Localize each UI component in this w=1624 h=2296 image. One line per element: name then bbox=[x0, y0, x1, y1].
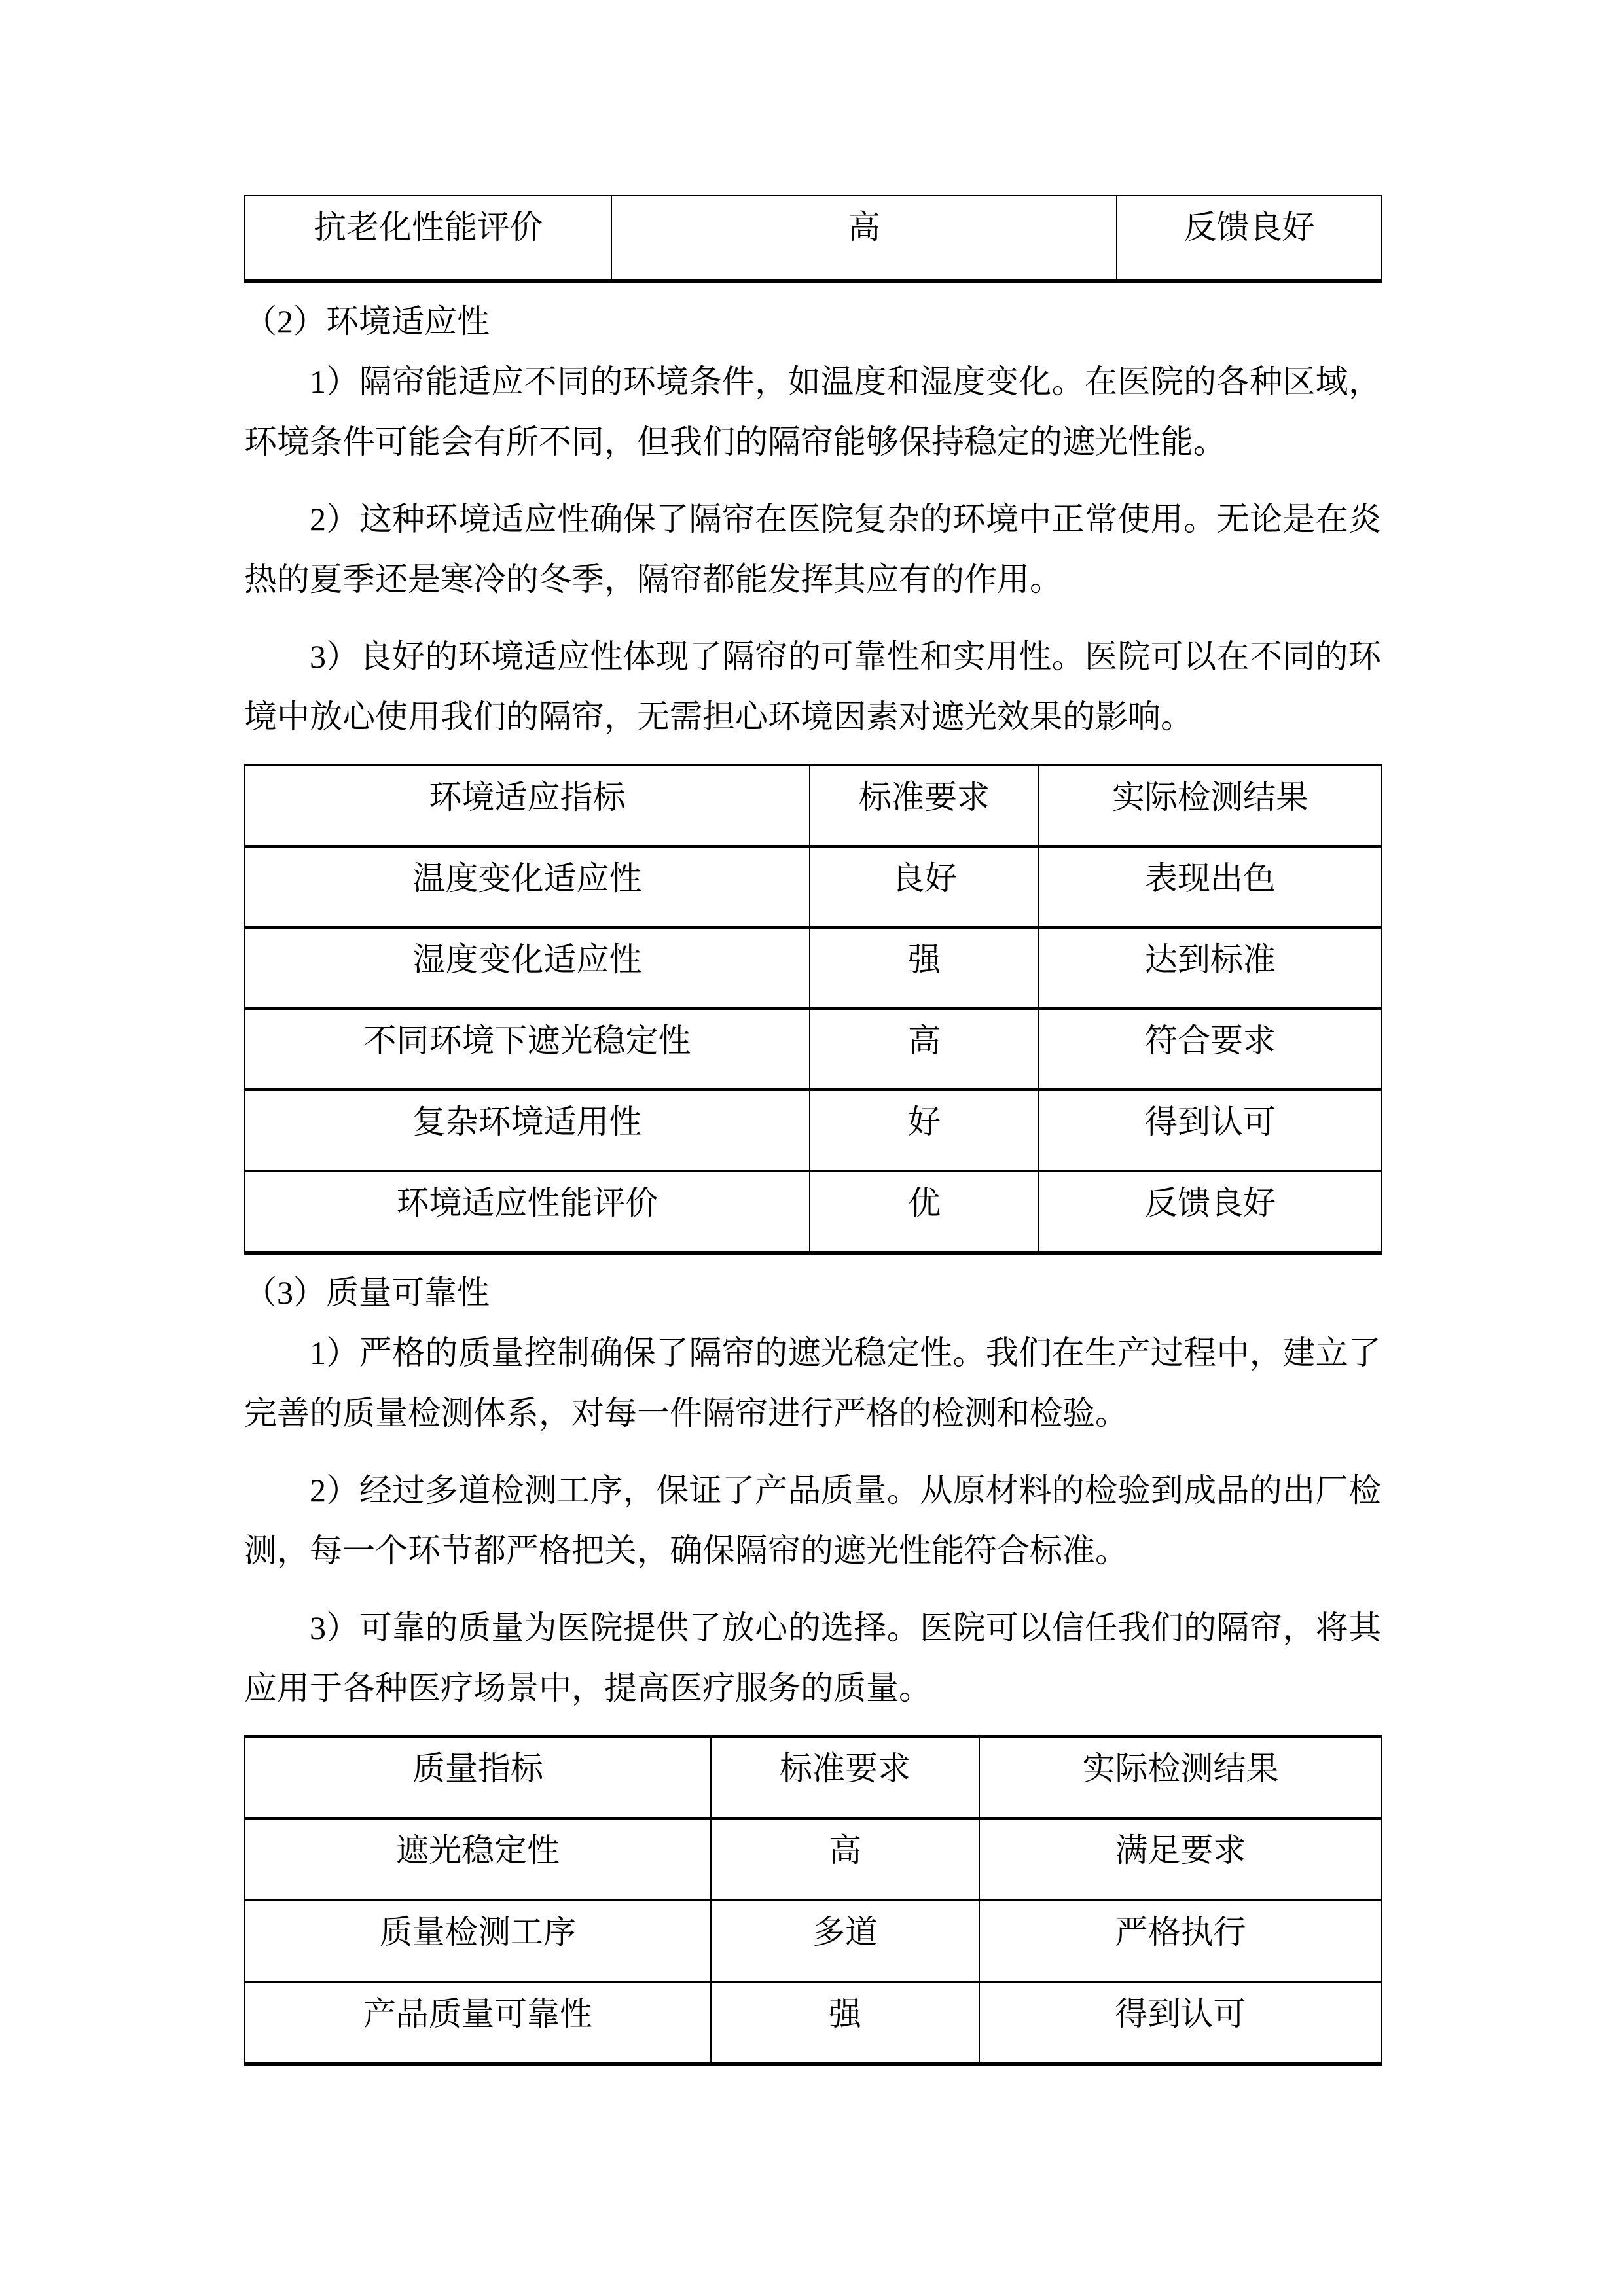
table-cell: 复杂环境适用性 bbox=[245, 1090, 810, 1171]
table-header-row bbox=[245, 1736, 1382, 1818]
column-header: 标准要求 bbox=[711, 1736, 979, 1818]
table-header-row bbox=[245, 765, 1382, 846]
paragraph-quality-3: 3）可靠的质量为医院提供了放心的选择。医院可以信任我们的隔帘，将其应用于各种医疗场景中，提高医疗服务的质量。 bbox=[244, 1609, 1381, 1706]
env-adaptation-table bbox=[244, 764, 1382, 1255]
quality-table bbox=[244, 1735, 1382, 2066]
table-cell: 强 bbox=[810, 927, 1039, 1009]
table-cell: 反馈良好 bbox=[1117, 196, 1382, 281]
table-cell: 温度变化适应性 bbox=[245, 846, 810, 927]
table-cell: 严格执行 bbox=[979, 1900, 1382, 1982]
table-cell: 满足要求 bbox=[979, 1818, 1382, 1900]
table-cell: 不同环境下遮光稳定性 bbox=[245, 1009, 810, 1090]
column-header: 实际检测结果 bbox=[1039, 765, 1382, 846]
table-row bbox=[245, 927, 1382, 1009]
table-cell: 湿度变化适应性 bbox=[245, 927, 810, 1009]
column-header: 环境适应指标 bbox=[245, 765, 810, 846]
table-row bbox=[245, 1171, 1382, 1253]
aging-table-continued bbox=[244, 195, 1382, 283]
table-row bbox=[245, 1900, 1382, 1982]
table-row bbox=[245, 846, 1382, 927]
section-heading-quality: （3）质量可靠性 bbox=[244, 1274, 490, 1311]
table-cell: 得到认可 bbox=[1039, 1090, 1382, 1171]
table-cell: 环境适应性能评价 bbox=[245, 1171, 810, 1253]
table-cell: 强 bbox=[711, 1982, 979, 2064]
paragraph-quality-1: 1）严格的质量控制确保了隔帘的遮光稳定性。我们在生产过程中，建立了完善的质量检测体系，对每一件隔帘进行严格的检测和检验。 bbox=[244, 1335, 1381, 1431]
table-row bbox=[245, 1818, 1382, 1900]
table-cell: 质量检测工序 bbox=[245, 1900, 711, 1982]
paragraph-env-1: 1）隔帘能适应不同的环境条件，如温度和湿度变化。在医院的各种区域，环境条件可能会有所不同，但我们的隔帘能够保持稳定的遮光性能。 bbox=[244, 363, 1381, 460]
paragraph-env-3: 3）良好的环境适应性体现了隔帘的可靠性和实用性。医院可以在不同的环境中放心使用我们的隔帘，无需担心环境因素对遮光效果的影响。 bbox=[244, 638, 1381, 735]
table-cell: 遮光稳定性 bbox=[245, 1818, 711, 1900]
table-cell: 抗老化性能评价 bbox=[245, 196, 611, 281]
table-cell: 表现出色 bbox=[1039, 846, 1382, 927]
table-row bbox=[245, 196, 1382, 281]
table-cell: 得到认可 bbox=[979, 1982, 1382, 2064]
table-cell: 产品质量可靠性 bbox=[245, 1982, 711, 2064]
table-row bbox=[245, 1982, 1382, 2064]
table-cell: 达到标准 bbox=[1039, 927, 1382, 1009]
section-heading-env: （2）环境适应性 bbox=[244, 303, 490, 340]
table-cell: 良好 bbox=[810, 846, 1039, 927]
column-header: 质量指标 bbox=[245, 1736, 711, 1818]
table-row bbox=[245, 1009, 1382, 1090]
table-cell: 高 bbox=[611, 196, 1117, 281]
paragraph-env-2: 2）这种环境适应性确保了隔帘在医院复杂的环境中正常使用。无论是在炎热的夏季还是寒冷的冬季，隔帘都能发挥其应有的作用。 bbox=[244, 501, 1381, 598]
paragraph-quality-2: 2）经过多道检测工序，保证了产品质量。从原材料的检验到成品的出厂检测，每一个环节都严格把关，确保隔帘的遮光性能符合标准。 bbox=[244, 1472, 1381, 1569]
table-cell: 反馈良好 bbox=[1039, 1171, 1382, 1253]
table-cell: 符合要求 bbox=[1039, 1009, 1382, 1090]
table-cell: 多道 bbox=[711, 1900, 979, 1982]
table-row bbox=[245, 1090, 1382, 1171]
table-cell: 优 bbox=[810, 1171, 1039, 1253]
column-header: 标准要求 bbox=[810, 765, 1039, 846]
table-cell: 高 bbox=[810, 1009, 1039, 1090]
table-cell: 好 bbox=[810, 1090, 1039, 1171]
column-header: 实际检测结果 bbox=[979, 1736, 1382, 1818]
document-content bbox=[244, 195, 1381, 2066]
table-cell: 高 bbox=[711, 1818, 979, 1900]
